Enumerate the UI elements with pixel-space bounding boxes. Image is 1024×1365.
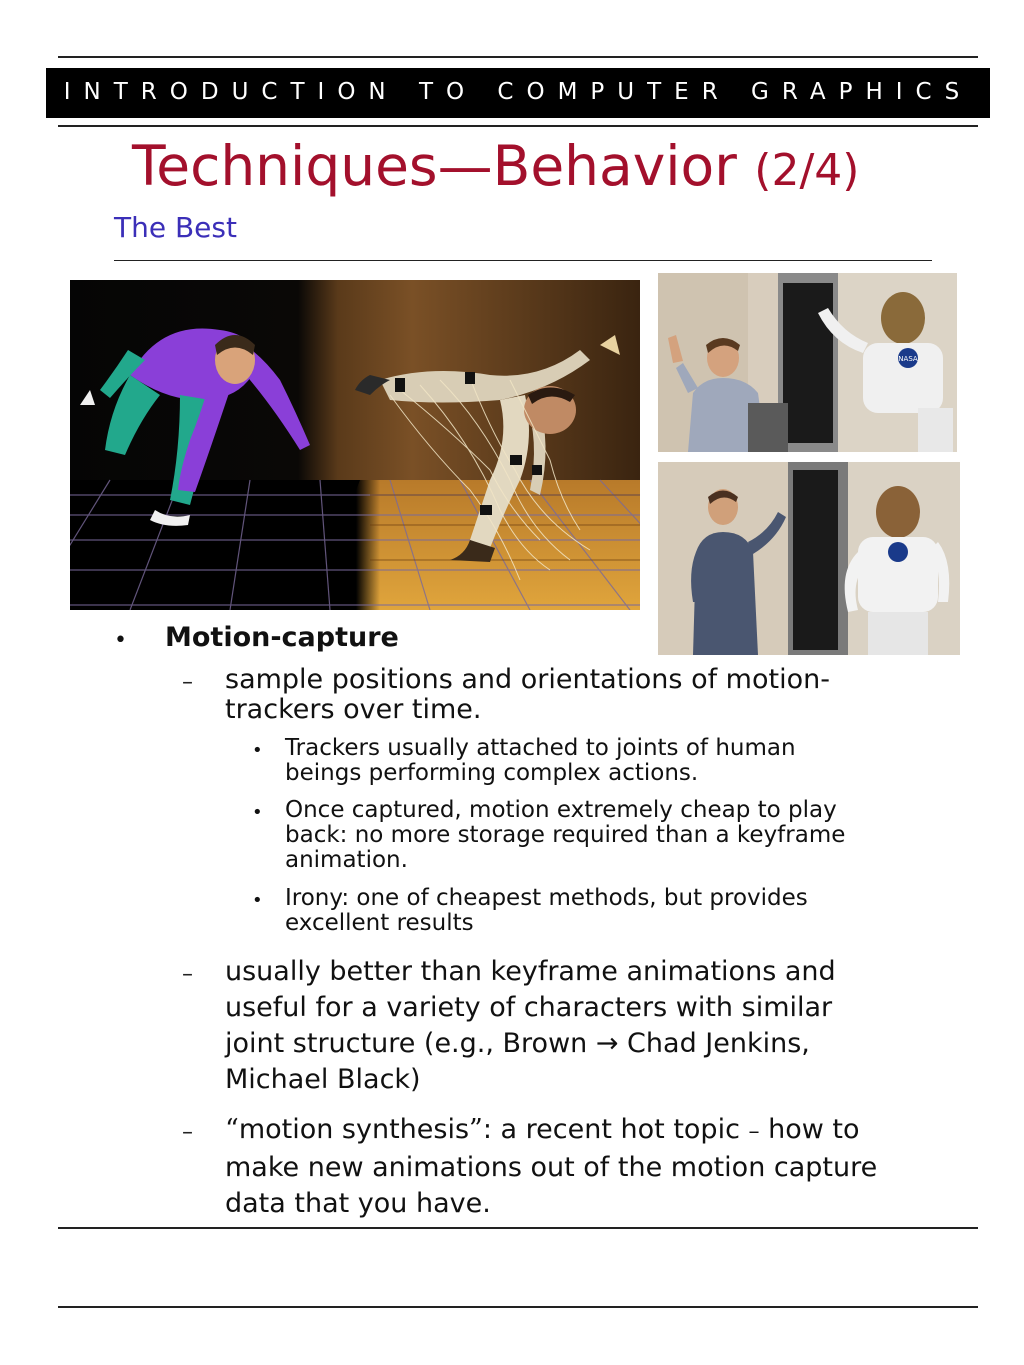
slide-title bbox=[132, 134, 859, 198]
robonaut-operator-photo-2 bbox=[658, 462, 960, 655]
close-quote: ” bbox=[469, 1114, 483, 1145]
sub-bullet-motion-synthesis bbox=[225, 1112, 985, 1222]
sub3-text-end: how to bbox=[759, 1114, 860, 1145]
sub-bullet-line: joint structure (e.g., Brown → Chad Jenkins, bbox=[225, 1028, 810, 1059]
dash-marker-2: – bbox=[182, 962, 193, 987]
bullet-marker-small-1: • bbox=[252, 740, 263, 761]
sub-bullet-line: data that you have. bbox=[225, 1188, 491, 1219]
main-bullet-motion-capture: Motion-capture bbox=[165, 622, 399, 653]
dash-marker-1: – bbox=[182, 670, 193, 695]
sub-item-line: beings performing complex actions. bbox=[285, 760, 699, 786]
robonaut-operator-photo-1 bbox=[658, 273, 957, 452]
title-rule bbox=[114, 260, 932, 261]
sub-item-line: Trackers usually attached to joints of human bbox=[285, 735, 796, 761]
sub-item-irony bbox=[285, 886, 965, 936]
inline-dash: – bbox=[748, 1119, 760, 1144]
svg-text:NASA: NASA bbox=[898, 355, 918, 363]
slide-subtitle: The Best bbox=[114, 211, 237, 244]
motion-synthesis-term: motion synthesis bbox=[238, 1114, 470, 1145]
sub-bullet-line-1: sample positions and orientations of motion- bbox=[225, 664, 830, 695]
bullet-marker-small-2: • bbox=[252, 802, 263, 823]
sub-bullet-line: usually better than keyframe animations and bbox=[225, 956, 836, 987]
sub-bullet-sample-positions bbox=[225, 665, 965, 725]
sub-item-line: Once captured, motion extremely cheap to play bbox=[285, 797, 837, 823]
footer-rule bbox=[58, 1306, 978, 1308]
sub-bullet-line: Michael Black) bbox=[225, 1064, 421, 1095]
sub3-text: : a recent hot topic bbox=[482, 1114, 749, 1145]
top-rule bbox=[58, 56, 978, 58]
header-bottom-rule bbox=[58, 125, 978, 127]
dash-marker-3: – bbox=[182, 1120, 193, 1145]
motion-capture-dancer-photo bbox=[70, 280, 640, 610]
sub-item-line: animation. bbox=[285, 847, 408, 873]
sub-bullet-line: useful for a variety of characters with similar bbox=[225, 992, 833, 1023]
sub-item-line: Irony: one of cheapest methods, but provides bbox=[285, 885, 808, 911]
sub-item-line: excellent results bbox=[285, 910, 474, 936]
course-header-bar bbox=[46, 68, 990, 118]
content-bottom-rule bbox=[58, 1227, 978, 1229]
bullet-marker: • bbox=[114, 628, 127, 653]
sub-item-trackers bbox=[285, 736, 965, 786]
bullet-marker-small-3: • bbox=[252, 890, 263, 911]
sub-item-once-captured bbox=[285, 798, 965, 873]
open-quote: “ bbox=[225, 1114, 239, 1145]
sub-item-line: back: no more storage required than a keyframe bbox=[285, 822, 846, 848]
course-title: INTRODUCTION TO COMPUTER GRAPHICS bbox=[63, 79, 973, 105]
sub-bullet-line: make new animations out of the motion capture bbox=[225, 1152, 878, 1183]
sub-bullet-line-2: trackers over time. bbox=[225, 694, 482, 725]
slide-title-suffix: (2/4) bbox=[754, 145, 860, 196]
slide-title-text: Techniques—Behavior bbox=[132, 134, 737, 198]
sub-bullet-keyframe-comparison bbox=[225, 954, 985, 1098]
sub-bullet-line bbox=[225, 1112, 985, 1150]
